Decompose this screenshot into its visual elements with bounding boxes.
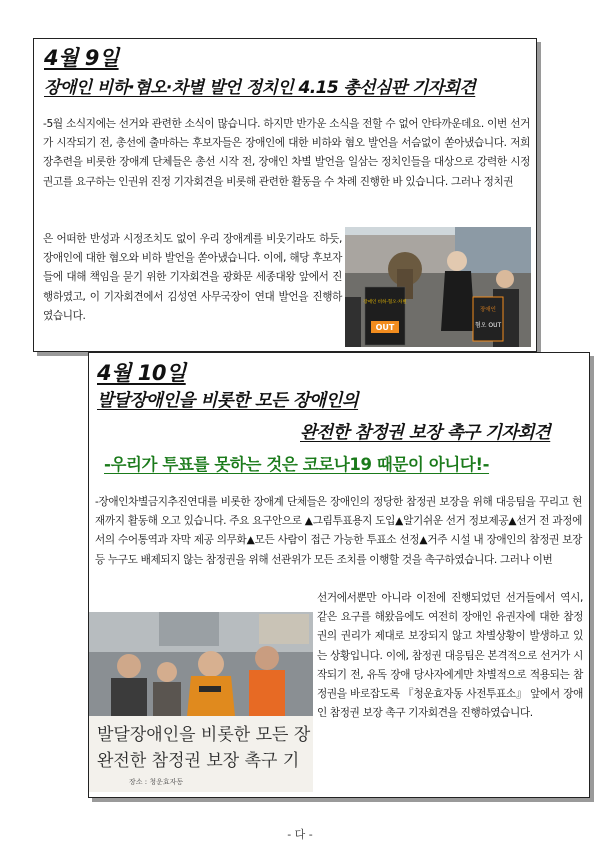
section-subtitle: -우리가 투표를 못하는 것은 코로나19 때문이 아니다!- bbox=[104, 455, 490, 474]
section-body-text: -장애인차별금지추진연대를 비롯한 장애계 단체들은 장애인의 정당한 참정권 보장을 위해 대응팀을 꾸리고 현재까지 활동해 오고 있습니다. 주요 요구안으로 ▲그림투표용지 도입▲알기쉬운 선거 정보제공▲선거 전 과정에서의 수어통역과 자막 제공 의무화▲모든 사람이 접근 가능한 투표소 선정▲거주 시설 내 장애인의 참정권 보장 등 누구도 배제되지 않는 참정권을 위해 선관위가 모든 조치를 이행할 것을 촉구하였습니다. 그러나 이번 bbox=[95, 496, 582, 566]
press-conference-photo bbox=[89, 612, 313, 792]
section-body-text: -5월 소식지에는 선거와 관련한 소식이 많습니다. 하지만 반가운 소식을 전할 수 없어 안타까운데요. 이번 선거가 시작되기 전, 총선에 출마하는 후보자들은 장애인에 대한 비하와 혐오 발언을 서슴없이 쏟아냈습니다. 저희 장추련을 비롯한 장애계 단체들은 총선 시작 전, 장애인 차별 발언을 일삼는 정치인들을 대상으로 강력한 시정 권고를 요구하는 인권위 진정 기자회견을 비롯해 관련한 활동을 수 차례 진행한 바 있습니다. 그러나 정치권 bbox=[43, 118, 530, 188]
photo-sign-text-3: 장애인 bbox=[480, 307, 496, 313]
section-title: 장애인 비하·혐오·차별 발언 정치인 4.15 총선심판 기자회견 bbox=[44, 78, 476, 98]
section-body-text-continued: 은 어떠한 반성과 시정조치도 없이 우리 장애계를 비웃기라도 하듯, 장애인에 대한 혐오와 비하 발언을 쏟아냈습니다. 이에, 해당 후보자들에 대해 책임을 묻기 위한 기자회견을 광화문 세종대왕 앞에서 진행하였고, 이 기자회견에서 김성연 사무국장이 연대 발언을 진행하였습니다. bbox=[43, 233, 342, 322]
photo-sign-text-4: 혐오 OUT bbox=[474, 322, 502, 329]
section-body-text-continued: 선거에서뿐만 아니라 이전에 진행되었던 선거들에서 역시, 같은 요구를 해왔음에도 여전히 장애인 유권자에 대한 참정권의 권리가 제대로 보장되지 않고 차별상황이 발생하고 있는 상황입니다. 이에, 참정권 대응팀은 본격적으로 선거가 시작되기 전, 유독 장애 당사자에게만 차별적으로 적용되는 참정권을 바로잡도록 『청운효자동 사전투표소』 앞에서 장애인 참정권 보장 촉구 기자회견을 진행하였습니다. bbox=[317, 592, 583, 720]
banner-small-text: 장소 : 청운효자동 bbox=[129, 778, 184, 786]
photo-sign-text-1: 장애인 비하·혐오·차별 bbox=[363, 300, 407, 305]
banner-text-line-2: 완전한 참정권 보장 촉구 기 bbox=[97, 751, 300, 771]
news-box-april-10 bbox=[88, 352, 590, 798]
section-date: 4월 9일 bbox=[44, 46, 119, 70]
press-conference-photo bbox=[345, 227, 531, 347]
page-number: - 다 - bbox=[287, 828, 313, 841]
section-title-line-1: 발달장애인을 비롯한 모든 장애인의 bbox=[97, 391, 359, 411]
photo-sign-text-2: OUT bbox=[375, 323, 395, 332]
banner-text-line-1: 발달장애인을 비롯한 모든 장 bbox=[97, 725, 311, 745]
section-title-line-2: 완전한 참정권 보장 촉구 기자회견 bbox=[300, 423, 551, 443]
section-date: 4월 10일 bbox=[97, 361, 186, 385]
news-box-april-9 bbox=[33, 38, 537, 352]
